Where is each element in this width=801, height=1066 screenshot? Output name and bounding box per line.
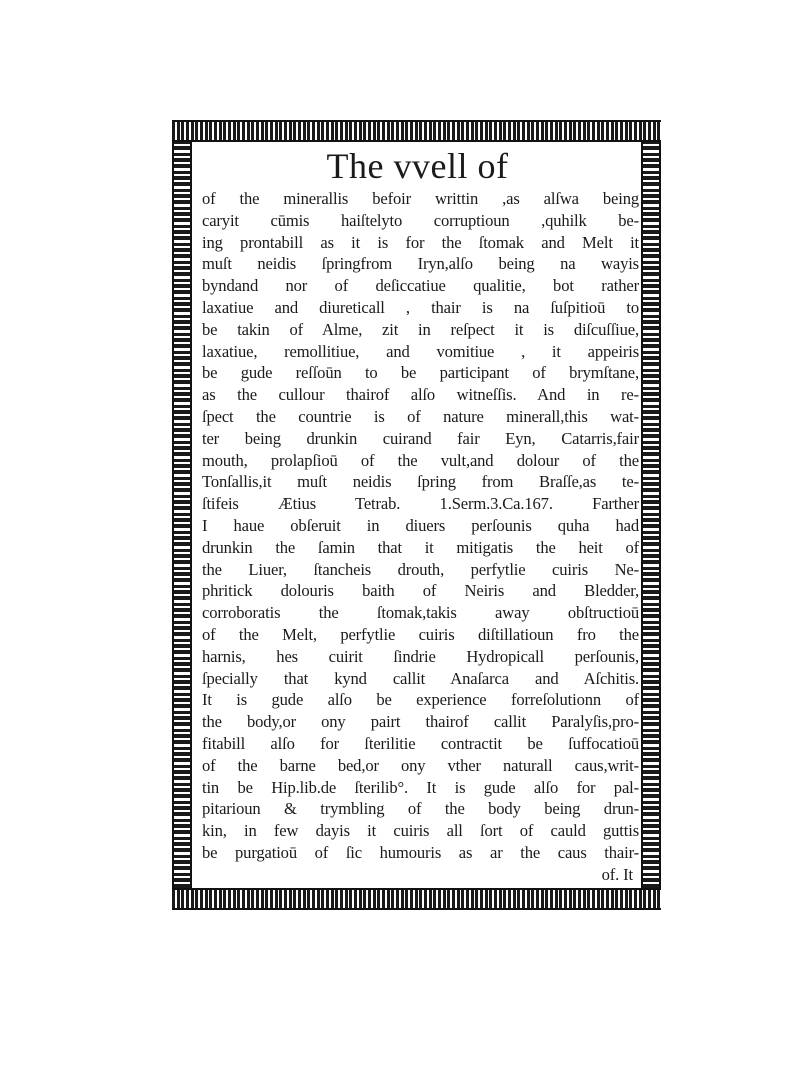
- text-line: the Liuer, ſtancheis drouth, perfytlie cuiris Ne-: [202, 559, 639, 579]
- text-line: ing prontabill as it is for the ſtomak and Melt it: [202, 232, 639, 252]
- text-line: ſtifeis Ætius Tetrab. 1.Serm.3.Ca.167. Farther: [202, 494, 639, 514]
- text-line: the body,or ony pairt thairof callit Paralyſis,pro-: [202, 712, 639, 732]
- text-line: laxatiue, remollitiue, and vomitiue , it appeiris: [202, 341, 639, 361]
- catchword: of. It: [601, 864, 633, 884]
- text-line: of the minerallis befoir writtin ,as alſwa being: [202, 189, 639, 208]
- text-line: phritick dolouris baith of Neiris and Bledder,: [202, 581, 639, 601]
- text-line: ſpecially that kynd callit Anaſarca and Aſchitis.: [202, 668, 639, 688]
- text-line: be purgatioū of ſic humouris as ar the caus thair-: [202, 842, 639, 862]
- text-line: I haue obſeruit in diuers perſounis quha had: [202, 515, 639, 535]
- running-header: The vvell of: [326, 146, 509, 186]
- text-line: It is gude alſo be experience forreſolutionn of: [202, 690, 639, 710]
- text-line: harnis, hes cuirit ſindrie Hydropicall perſounis,: [202, 646, 639, 666]
- text-line: as the cullour thairof alſo witneſſis. And in re-: [202, 385, 639, 405]
- ornament-border-right: [641, 142, 661, 888]
- text-line: of the barne bed,or ony vther naturall caus,writ-: [202, 755, 639, 775]
- text-line: mouth, prolapſioū of the vult,and dolour of the: [202, 450, 639, 470]
- ornament-border-bottom: [172, 888, 661, 910]
- text-line: corroboratis the ſtomak,takis away obſtructioū: [202, 603, 639, 623]
- text-line: muſt neidis ſpringfrom Iryn,alſo being na wayis: [202, 254, 639, 274]
- ornament-border-left: [172, 142, 192, 888]
- text-line: of the Melt, perfytlie cuiris diſtillatioun fro the: [202, 624, 639, 644]
- text-line: be gude reſſoūn to be participant of brymſtane,: [202, 363, 639, 383]
- body-text: [196, 188, 639, 886]
- text-line: kin, in few dayis it cuiris all ſort of cauld guttis: [202, 821, 639, 841]
- page-content: [196, 144, 639, 886]
- text-line: Tonſallis,it muſt neidis ſpring from Braſſe,as te-: [202, 472, 639, 492]
- text-line: fitabill alſo for ſterilitie contractit be ſuffocatioū: [202, 733, 639, 753]
- text-line: caryit cūmis haiſtelyto corruptioun ,quhilk be-: [202, 210, 639, 230]
- ornamental-frame: [172, 120, 661, 910]
- text-line: ter being drunkin cuirand fair Eyn, Catarris,fair: [202, 428, 639, 448]
- text-line: tin be Hip.lib.de ſterilib°. It is gude alſo for pal-: [202, 777, 639, 797]
- text-line: laxatiue and diureticall , thair is na ſuſpitioū to: [202, 297, 639, 317]
- text-line: byndand nor of deſiccatiue qualitie, bot rather: [202, 276, 639, 296]
- text-line: drunkin the ſamin that it mitigatis the heit of: [202, 537, 639, 557]
- text-line: pitarioun & trymbling of the body being drun-: [202, 799, 639, 819]
- text-line: be takin of Alme, zit in reſpect it is diſcuſſiue,: [202, 319, 639, 339]
- ornament-border-top: [172, 120, 661, 142]
- text-line: ſpect the countrie is of nature minerall,this wat-: [202, 406, 639, 426]
